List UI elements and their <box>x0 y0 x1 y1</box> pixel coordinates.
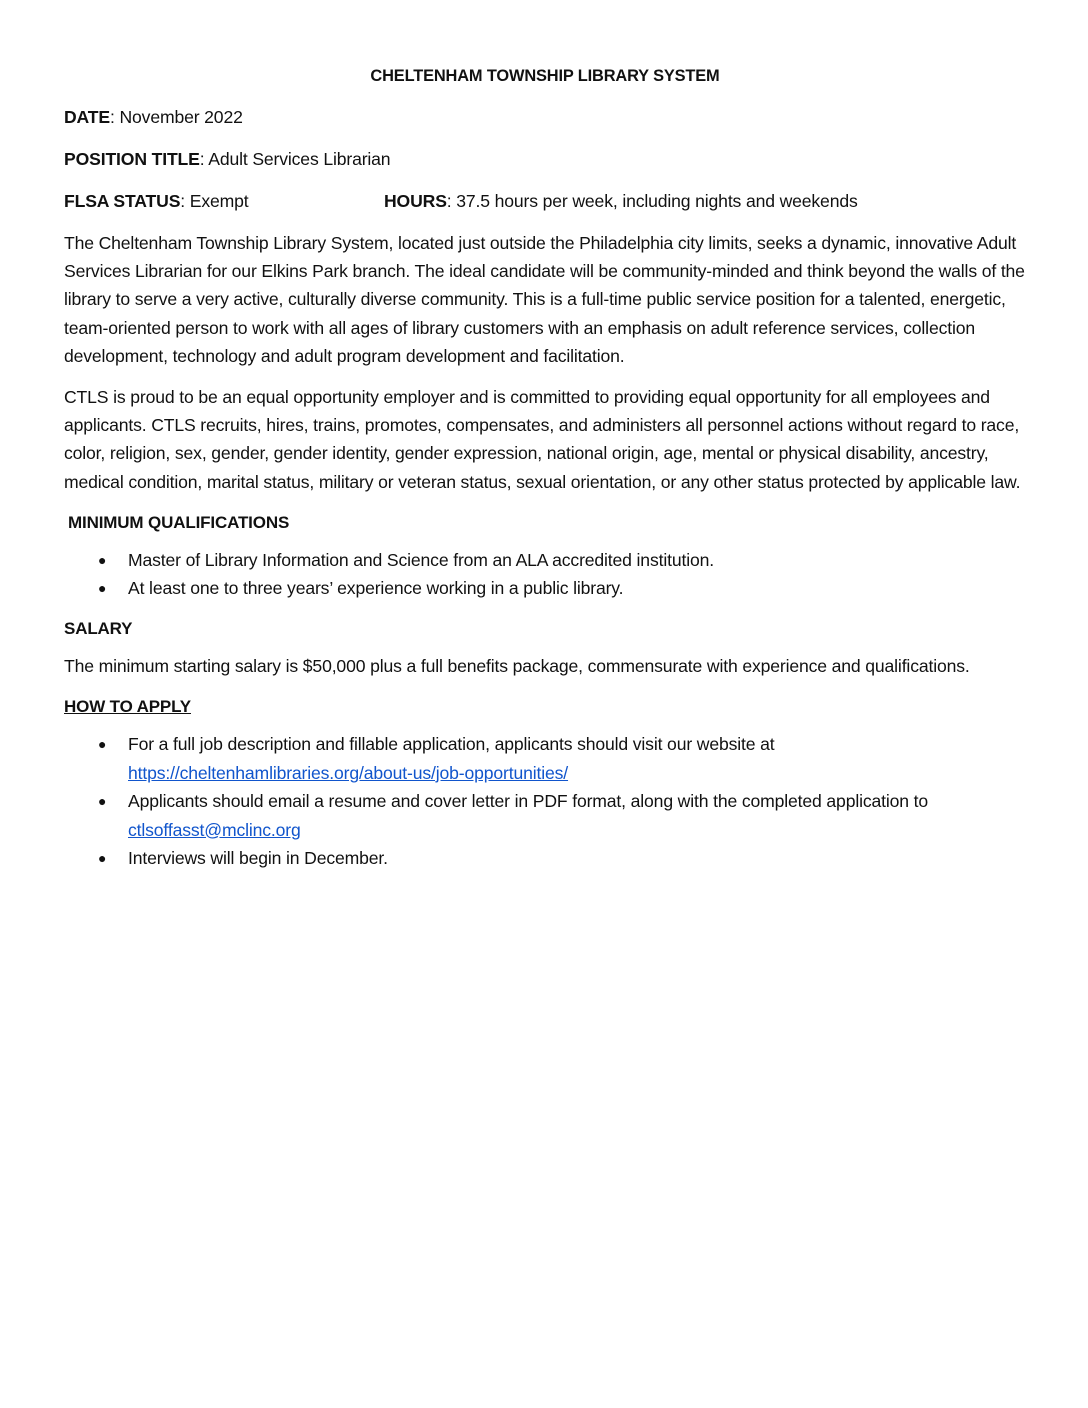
job-opportunities-link[interactable]: https://cheltenhamlibraries.org/about-us/job-opportunities/ <box>128 762 569 783</box>
date-label: DATE <box>64 107 110 127</box>
list-item <box>64 844 1026 873</box>
list-item <box>64 546 1026 575</box>
list-item <box>64 574 1026 603</box>
date-value: : November 2022 <box>110 107 243 127</box>
list-item <box>64 730 1026 787</box>
flsa-status-value: : Exempt <box>180 191 249 211</box>
hours-value: : 37.5 hours per week, including nights and weekends <box>446 191 858 211</box>
apply-item-text: For a full job description and fillable application, applicants should visit our website at <box>128 734 775 755</box>
qualifications-heading: MINIMUM QUALIFICATIONS <box>68 512 290 532</box>
eeo-paragraph: CTLS is proud to be an equal opportunity employer and is committed to providing equal opportunity for all employees and applicants. CTLS recruits, hires, trains, promotes, compensates, and administers all personnel actions without regard to race, color, religion, sex, gender, gender identity, gender expression, national origin, age, mental or physical disability, ancestry, medical condition, marital status, military or veteran status, sexual orientation, or any other status protected by applicable law. <box>64 387 1021 492</box>
status-hours-row <box>64 187 1026 215</box>
apply-item-text: Applicants should email a resume and cover letter in PDF format, along with the completed application to <box>128 791 929 812</box>
qualification-text: At least one to three years’ experience working in a public library. <box>128 578 624 599</box>
document-title: CHELTENHAM TOWNSHIP LIBRARY SYSTEM <box>370 67 720 85</box>
flsa-status-label: FLSA STATUS <box>64 191 181 211</box>
position-title-label: POSITION TITLE <box>64 149 200 169</box>
list-item <box>64 787 1026 844</box>
bullet-icon: ● <box>98 551 107 568</box>
date-field <box>64 103 1026 131</box>
hours-field <box>384 187 858 215</box>
intro-paragraph: The Cheltenham Township Library System, located just outside the Philadelphia city limits, seeks a dynamic, innovative Adult Services Librarian for our Elkins Park branch. The ideal candidate will be community-minded and think beyond the walls of the library to serve a very active, culturally diverse community. This is a full-time public service position for a talented, energetic, team-oriented person to work with all ages of library customers with an emphasis on adult reference services, collection development, technology and adult program development and facilitation. <box>64 233 1025 366</box>
position-title-value: : Adult Services Librarian <box>199 149 391 169</box>
bullet-icon: ● <box>98 736 107 753</box>
bullet-icon: ● <box>98 793 107 810</box>
qualification-text: Master of Library Information and Science from an ALA accredited institution. <box>128 549 714 570</box>
apply-item-text: Interviews will begin in December. <box>128 848 388 869</box>
email-link[interactable]: ctlsoffasst@mclinc.org <box>128 819 301 840</box>
bullet-icon: ● <box>98 850 107 867</box>
flsa-status-field <box>64 187 384 215</box>
position-title-field <box>64 145 1026 173</box>
qualifications-list <box>64 546 1026 603</box>
hours-label: HOURS <box>384 191 447 211</box>
apply-list <box>64 730 1026 873</box>
how-to-apply-heading: HOW TO APPLY <box>64 697 191 717</box>
salary-text: The minimum starting salary is $50,000 plus a full benefits package, commensurate with experience and qualifications. <box>64 655 970 676</box>
salary-heading: SALARY <box>64 618 133 638</box>
document-content <box>64 64 1026 885</box>
bullet-icon: ● <box>98 580 107 597</box>
